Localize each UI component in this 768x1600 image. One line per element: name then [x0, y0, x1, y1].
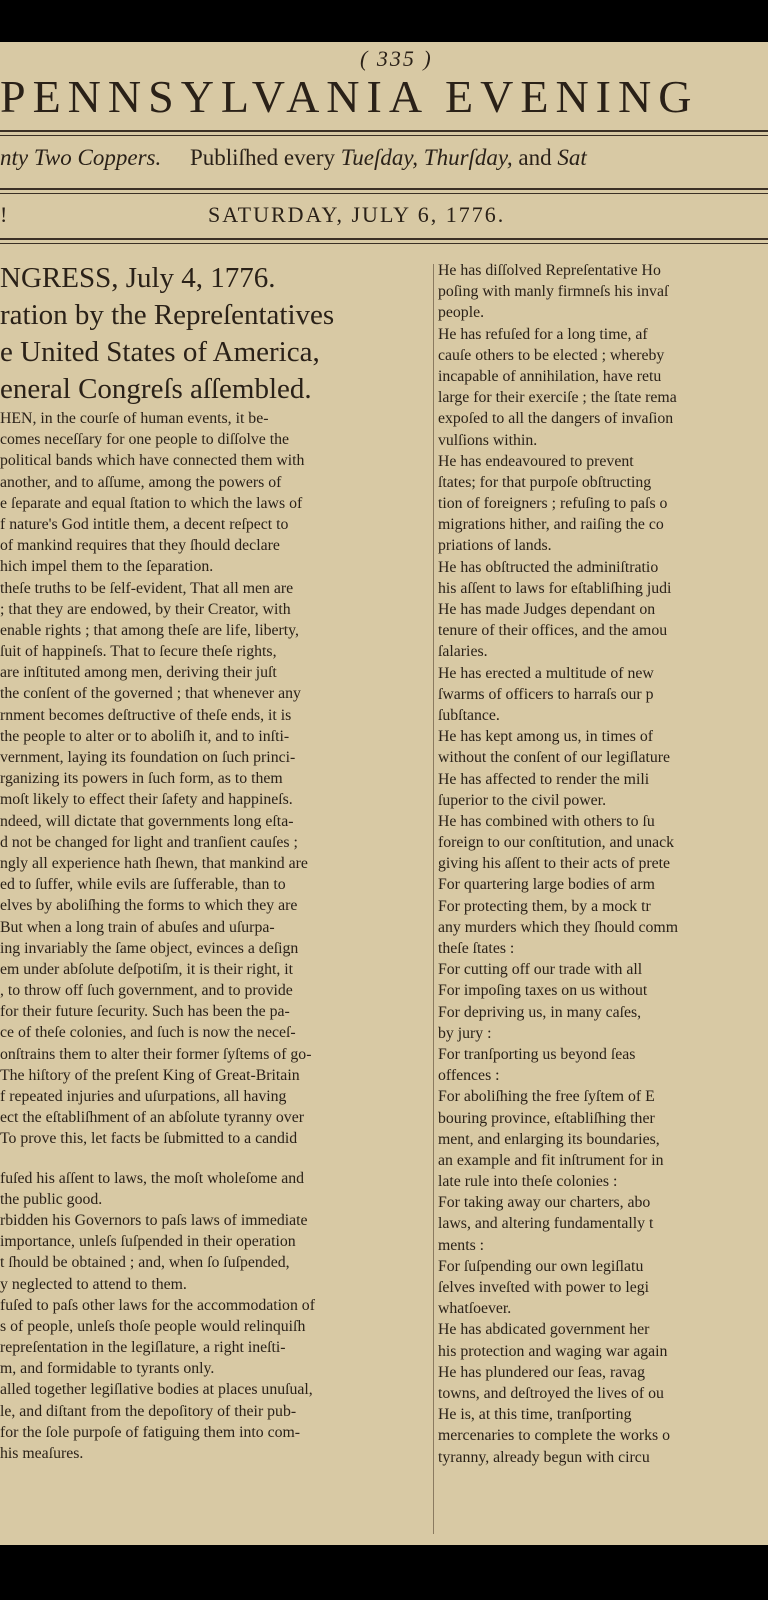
text-line: his protection and waging war again — [438, 1342, 668, 1360]
text-line: priations of lands. — [438, 537, 552, 555]
newspaper-page — [0, 42, 768, 1545]
text-line: He has combined with others to ſu — [438, 812, 655, 830]
text-line: laws, and altering fundamentally t — [438, 1215, 654, 1233]
text-line: ed to ſuffer, while evils are ſufferable, than to — [0, 876, 286, 894]
headline-line: eneral Congreſs aſſembled. — [0, 373, 312, 405]
text-line: for their future ſecurity. Such has been the pa- — [0, 1003, 290, 1021]
text-line: whatſoever. — [438, 1300, 512, 1318]
text-line: ndeed, will dictate that governments long eſta- — [0, 812, 294, 830]
masthead-rule-thin — [0, 135, 768, 136]
text-line: ce of theſe colonies, and ſuch is now the neceſ- — [0, 1024, 296, 1042]
text-line: ; that they are endowed, by their Creator, with — [0, 600, 291, 618]
text-line: repreſentation in the legiſlature, a right ineſti- — [0, 1339, 286, 1357]
text-line: ngly all experience hath ſhewn, that mankind are — [0, 854, 308, 872]
text-line: ments : — [438, 1236, 485, 1254]
text-line: political bands which have connected them with — [0, 452, 305, 470]
text-line: For ſuſpending our own legiſlatu — [438, 1257, 644, 1275]
text-line: migrations hither, and raiſing the co — [438, 516, 664, 534]
text-line: He has kept among us, in times of — [438, 728, 653, 746]
dateline-rule-thin — [0, 243, 768, 244]
left-column — [0, 260, 430, 1540]
publine-rule — [0, 188, 768, 190]
text-line: for the ſole purpoſe of fatiguing them into com- — [0, 1423, 301, 1441]
and-text: and — [518, 145, 552, 170]
grievances-continued — [438, 260, 768, 1468]
text-line: ſalaries. — [438, 643, 488, 661]
masthead-title: PENNSYLVANIA EVENING — [0, 71, 699, 122]
publine-rule-thin — [0, 193, 768, 194]
text-line: vulſions within. — [438, 431, 538, 449]
text-line: f repeated injuries and uſurpations, all having — [0, 1088, 287, 1105]
text-line: ment, and enlarging its boundaries, — [438, 1130, 660, 1148]
text-line: y neglected to attend to them. — [0, 1275, 187, 1293]
text-line: He has obſtructed the adminiſtratio — [438, 558, 659, 576]
declaration-preamble — [0, 408, 430, 1150]
publication-line — [0, 145, 587, 171]
column-divider — [433, 264, 434, 1534]
price-text: nty Two Coppers. — [0, 145, 162, 170]
text-line: comes neceſſary for one people to diſſolve the — [0, 431, 290, 449]
text-line: For cutting off our trade with all — [438, 961, 643, 979]
day-thursday: Thurſday, — [423, 145, 513, 170]
text-line: incapable of annihilation, have retu — [438, 367, 662, 385]
text-line: rganizing its powers in ſuch form, as to them — [0, 770, 283, 788]
dateline-rule — [0, 238, 768, 240]
text-line: ſelves inveſted with power to legi — [438, 1279, 650, 1296]
text-line: the conſent of the governed ; that whenever any — [0, 685, 301, 703]
text-line: ing invariably the ſame object, evinces a deſign — [0, 939, 299, 957]
text-line: For depriving us, in many caſes, — [438, 1003, 642, 1021]
text-line: ſuperior to the civil power. — [438, 791, 607, 809]
text-line: elves by aboliſhing the forms to which they are — [0, 897, 298, 915]
text-line: He has refuſed for a long time, af — [438, 325, 648, 343]
text-line: m, and formidable to tyrants only. — [0, 1360, 215, 1378]
text-line: He has plundered our ſeas, ravag — [438, 1363, 646, 1381]
page-number: ( 335 ) — [360, 46, 433, 71]
text-line: large for their exerciſe ; the ſtate rema — [438, 389, 677, 407]
text-line: without the conſent of our legiſlature — [438, 749, 671, 767]
text-line: rnment becomes deſtructive of theſe ends, it is — [0, 706, 292, 724]
text-line: towns, and deſtroyed the lives of ou — [438, 1384, 664, 1402]
text-line: He has endeavoured to prevent — [438, 452, 634, 470]
text-line: importance, unleſs ſuſpended in their operation — [0, 1233, 296, 1251]
text-line: theſe truths to be ſelf-evident, That all men are — [0, 579, 294, 597]
declaration-headline — [0, 260, 430, 408]
text-line: For taking away our charters, abo — [438, 1194, 651, 1212]
text-line: He has affected to render the mili — [438, 770, 650, 788]
headline-line: NGRESS, July 4, 1776. — [0, 262, 276, 294]
text-line: tenure of their offices, and the amou — [438, 622, 668, 640]
text-line: He is, at this time, tranſporting — [438, 1406, 632, 1424]
text-line: of mankind requires that they ſhould declare — [0, 537, 280, 555]
text-line: people. — [438, 304, 485, 322]
text-line: giving his aſſent to their acts of prete — [438, 855, 671, 873]
text-line: foreign to our conſtitution, and unack — [438, 834, 675, 852]
text-line: vernment, laying its foundation on ſuch princi- — [0, 749, 296, 766]
text-line: any murders which they ſhould comm — [438, 918, 678, 936]
text-line: hich impel them to the ſeparation. — [0, 558, 214, 576]
text-line: late rule into theſe colonies : — [438, 1173, 618, 1191]
text-line: fuſed to paſs other laws for the accommodation of — [0, 1296, 315, 1314]
text-line: e ſeparate and equal ſtation to which the laws of — [0, 494, 303, 512]
text-line: another, and to aſſume, among the powers of — [0, 473, 282, 491]
text-line: To prove this, let facts be ſubmitted to a candid — [0, 1130, 298, 1148]
text-line: f nature's God intitle them, a decent reſpect to — [0, 515, 289, 533]
text-line: the people to alter or to aboliſh it, and to inſti- — [0, 727, 290, 745]
published-text: Publiſhed every — [189, 145, 335, 170]
text-line: by jury : — [438, 1024, 492, 1042]
text-line: For impoſing taxes on us without — [438, 982, 648, 1000]
right-column — [438, 260, 768, 1540]
text-line: mercenaries to complete the works o — [438, 1427, 671, 1445]
text-line: ſwarms of officers to harraſs our p — [438, 685, 654, 703]
text-line: moſt likely to effect their ſafety and happineſs. — [0, 791, 293, 809]
text-line: tyranny, already begun with circu — [438, 1448, 650, 1466]
text-line: , to throw off ſuch government, and to provide — [0, 982, 293, 1000]
text-line: onſtrains them to alter their former ſyſtems of go- — [0, 1045, 312, 1063]
text-line: offences : — [438, 1067, 500, 1085]
text-line: enable rights ; that among theſe are life, liberty, — [0, 621, 300, 639]
text-line: s of people, unleſs thoſe people would relinquiſh — [0, 1317, 306, 1335]
text-line: But when a long train of abuſes and uſurpa- — [0, 918, 275, 936]
text-line: ſtates; for that purpoſe obſtructing — [438, 473, 652, 491]
text-line: bouring province, eſtabliſhing ther — [438, 1109, 655, 1127]
text-line: He has made Judges dependant on — [438, 601, 656, 618]
text-line: d not be changed for light and tranſient cauſes ; — [0, 833, 298, 851]
text-line: theſe ſtates : — [438, 940, 515, 957]
text-line: rbidden his Governors to paſs laws of immediate — [0, 1211, 308, 1229]
text-line: ſuit of happineſs. That to ſecure theſe rights, — [0, 643, 277, 661]
headline-line: e United States of America, — [0, 336, 320, 368]
text-line: For tranſporting us beyond ſeas — [438, 1045, 636, 1063]
text-line: the public good. — [0, 1190, 103, 1208]
text-line: HEN, in the courſe of human events, it be- — [0, 410, 269, 427]
text-line: For protecting them, by a mock tr — [438, 897, 651, 915]
text-line: cauſe others to be elected ; whereby — [438, 346, 665, 364]
masthead-rule — [0, 130, 768, 132]
text-line: poſing with manly firmneſs his invaſ — [438, 283, 669, 301]
text-line: an example and fit inſtrument for in — [438, 1151, 664, 1169]
text-line: em under abſolute deſpotiſm, it is their right, it — [0, 960, 294, 978]
text-line: his meaſures. — [0, 1445, 84, 1462]
text-line: The hiſtory of the preſent King of Great-Britain — [0, 1066, 300, 1084]
text-line: tion of foreigners ; refuſing to paſs o — [438, 495, 668, 513]
text-line: alled together legiſlative bodies at places unuſual, — [0, 1381, 313, 1399]
headline-line: ration by the Repreſentatives — [0, 299, 335, 331]
text-line: For aboliſhing the free ſyſtem of E — [438, 1088, 655, 1106]
grievances-text — [0, 1168, 430, 1465]
text-line: For quartering large bodies of arm — [438, 876, 655, 894]
day-tuesday: Tueſday, — [340, 145, 419, 170]
text-line: He has erected a multitude of new — [438, 664, 654, 682]
text-line: t ſhould be obtained ; and, when ſo ſuſpended, — [0, 1254, 290, 1272]
text-line: are inſtituted among men, deriving their juſt — [0, 664, 277, 682]
day-saturday: Sat — [557, 145, 587, 170]
text-line: le, and diſtant from the depoſitory of their pub- — [0, 1402, 297, 1420]
text-line: fuſed his aſſent to laws, the moſt wholeſome and — [0, 1169, 305, 1187]
text-line: He has abdicated government her — [438, 1321, 650, 1339]
text-line: expoſed to all the dangers of invaſion — [438, 410, 674, 428]
issue-date: SATURDAY, JULY 6, 1776. — [208, 202, 506, 227]
text-line: his aſſent to laws for eſtabliſhing judi — [438, 579, 672, 597]
text-line: ect the eſtabliſhment of an abſolute tyranny over — [0, 1109, 304, 1127]
text-line: He has diſſolved Repreſentative Ho — [438, 262, 661, 279]
left-bar: ! — [0, 202, 10, 227]
text-line: ſubſtance. — [438, 706, 500, 724]
